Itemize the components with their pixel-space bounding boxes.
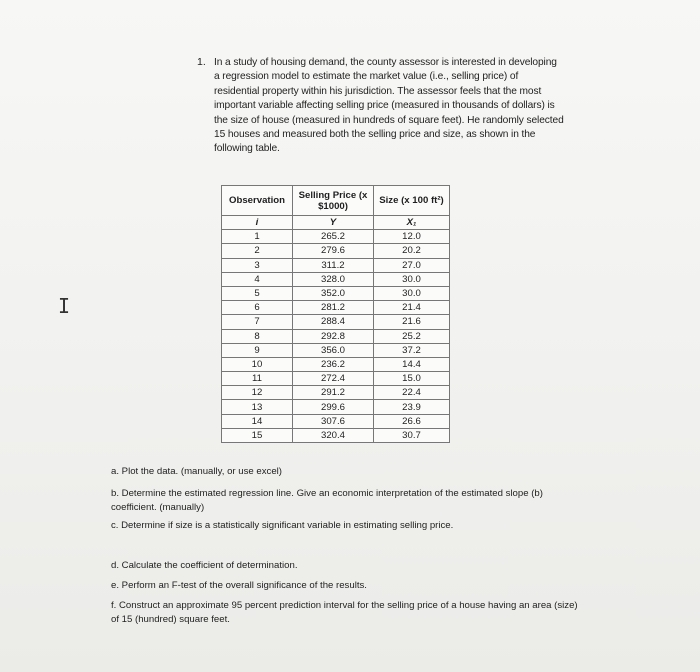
cell-selling-price: 356.0 xyxy=(293,343,374,357)
subheader-y: Y xyxy=(293,216,374,230)
cell-size: 12.0 xyxy=(374,230,450,244)
cell-selling-price: 307.6 xyxy=(293,414,374,428)
table-row xyxy=(222,400,450,414)
part-c: c. Determine if size is a statistically significant variable in estimating selling price. xyxy=(111,520,454,531)
cell-size: 21.6 xyxy=(374,315,450,329)
cell-observation: 9 xyxy=(222,343,293,357)
question-number: 1. xyxy=(197,56,206,68)
table-body xyxy=(222,216,450,443)
table-row xyxy=(222,315,450,329)
table-row xyxy=(222,329,450,343)
part-b: b. Determine the estimated regression line. Give an economic interpretation of the estimated slope (b) coefficient. (manually) xyxy=(111,488,543,513)
cell-size: 27.0 xyxy=(374,258,450,272)
subheader-i: i xyxy=(222,216,293,230)
table-row xyxy=(222,386,450,400)
header-size: Size (x 100 ft²) xyxy=(374,186,450,216)
cell-size: 14.4 xyxy=(374,357,450,371)
cell-selling-price: 320.4 xyxy=(293,428,374,442)
table-row xyxy=(222,343,450,357)
part-f-block xyxy=(111,599,581,626)
cell-size: 22.4 xyxy=(374,386,450,400)
cell-size: 26.6 xyxy=(374,414,450,428)
table-row xyxy=(222,301,450,315)
table-row xyxy=(222,230,450,244)
cell-selling-price: 328.0 xyxy=(293,272,374,286)
cell-selling-price: 236.2 xyxy=(293,357,374,371)
cell-size: 25.2 xyxy=(374,329,450,343)
table-row xyxy=(222,258,450,272)
cell-size: 15.0 xyxy=(374,372,450,386)
table-subheader-row xyxy=(222,216,450,230)
part-b-block xyxy=(111,487,581,514)
table-row xyxy=(222,244,450,258)
part-d: d. Calculate the coefficient of determination. xyxy=(111,560,298,571)
table-row xyxy=(222,357,450,371)
part-f: f. Construct an approximate 95 percent prediction interval for the selling price of a house having an area (size) of 15 (hundred) square feet. xyxy=(111,600,578,625)
cell-size: 30.0 xyxy=(374,286,450,300)
table-row xyxy=(222,414,450,428)
cell-observation: 5 xyxy=(222,286,293,300)
part-d-block xyxy=(111,559,581,573)
cell-size: 23.9 xyxy=(374,400,450,414)
table-row xyxy=(222,272,450,286)
header-observation: Observation xyxy=(222,186,293,216)
cell-selling-price: 352.0 xyxy=(293,286,374,300)
part-a-block xyxy=(111,465,581,479)
cell-size: 21.4 xyxy=(374,301,450,315)
cell-selling-price: 279.6 xyxy=(293,244,374,258)
part-e: e. Perform an F-test of the overall significance of the results. xyxy=(111,580,367,591)
cell-observation: 3 xyxy=(222,258,293,272)
cell-selling-price: 299.6 xyxy=(293,400,374,414)
text-cursor-icon: I xyxy=(58,294,71,318)
part-e-block xyxy=(111,579,581,593)
cell-observation: 10 xyxy=(222,357,293,371)
cell-selling-price: 288.4 xyxy=(293,315,374,329)
cell-selling-price: 281.2 xyxy=(293,301,374,315)
table-row xyxy=(222,286,450,300)
cell-size: 30.7 xyxy=(374,428,450,442)
cell-size: 30.0 xyxy=(374,272,450,286)
cell-selling-price: 292.8 xyxy=(293,329,374,343)
cell-selling-price: 311.2 xyxy=(293,258,374,272)
data-table xyxy=(221,185,450,443)
cell-size: 20.2 xyxy=(374,244,450,258)
cell-observation: 4 xyxy=(222,272,293,286)
cell-selling-price: 272.4 xyxy=(293,372,374,386)
cell-observation: 13 xyxy=(222,400,293,414)
cell-observation: 8 xyxy=(222,329,293,343)
cell-observation: 15 xyxy=(222,428,293,442)
part-a: a. Plot the data. (manually, or use excel) xyxy=(111,466,282,477)
cell-observation: 7 xyxy=(222,315,293,329)
part-c-block xyxy=(111,519,581,533)
question-text: In a study of housing demand, the county assessor is interested in developing a regression model to estimate the market value (i.e., selling price) of residential property within his jurisdiction. The assessor feels that the most important variable affecting selling price (measured in thousands of dollars) is the size of house (measured in hundreds of square feet). He randomly selected 15 houses and measured both the selling price and size, as shown in the following table. xyxy=(214,57,564,155)
subheader-x1: X₁ xyxy=(374,216,450,230)
cell-observation: 14 xyxy=(222,414,293,428)
cell-size: 37.2 xyxy=(374,343,450,357)
cell-selling-price: 291.2 xyxy=(293,386,374,400)
table-row xyxy=(222,428,450,442)
cell-observation: 1 xyxy=(222,230,293,244)
cell-observation: 2 xyxy=(222,244,293,258)
header-selling-price: Selling Price (x $1000) xyxy=(293,186,374,216)
cell-observation: 11 xyxy=(222,372,293,386)
cell-observation: 12 xyxy=(222,386,293,400)
cell-observation: 6 xyxy=(222,301,293,315)
cell-selling-price: 265.2 xyxy=(293,230,374,244)
table-row xyxy=(222,372,450,386)
